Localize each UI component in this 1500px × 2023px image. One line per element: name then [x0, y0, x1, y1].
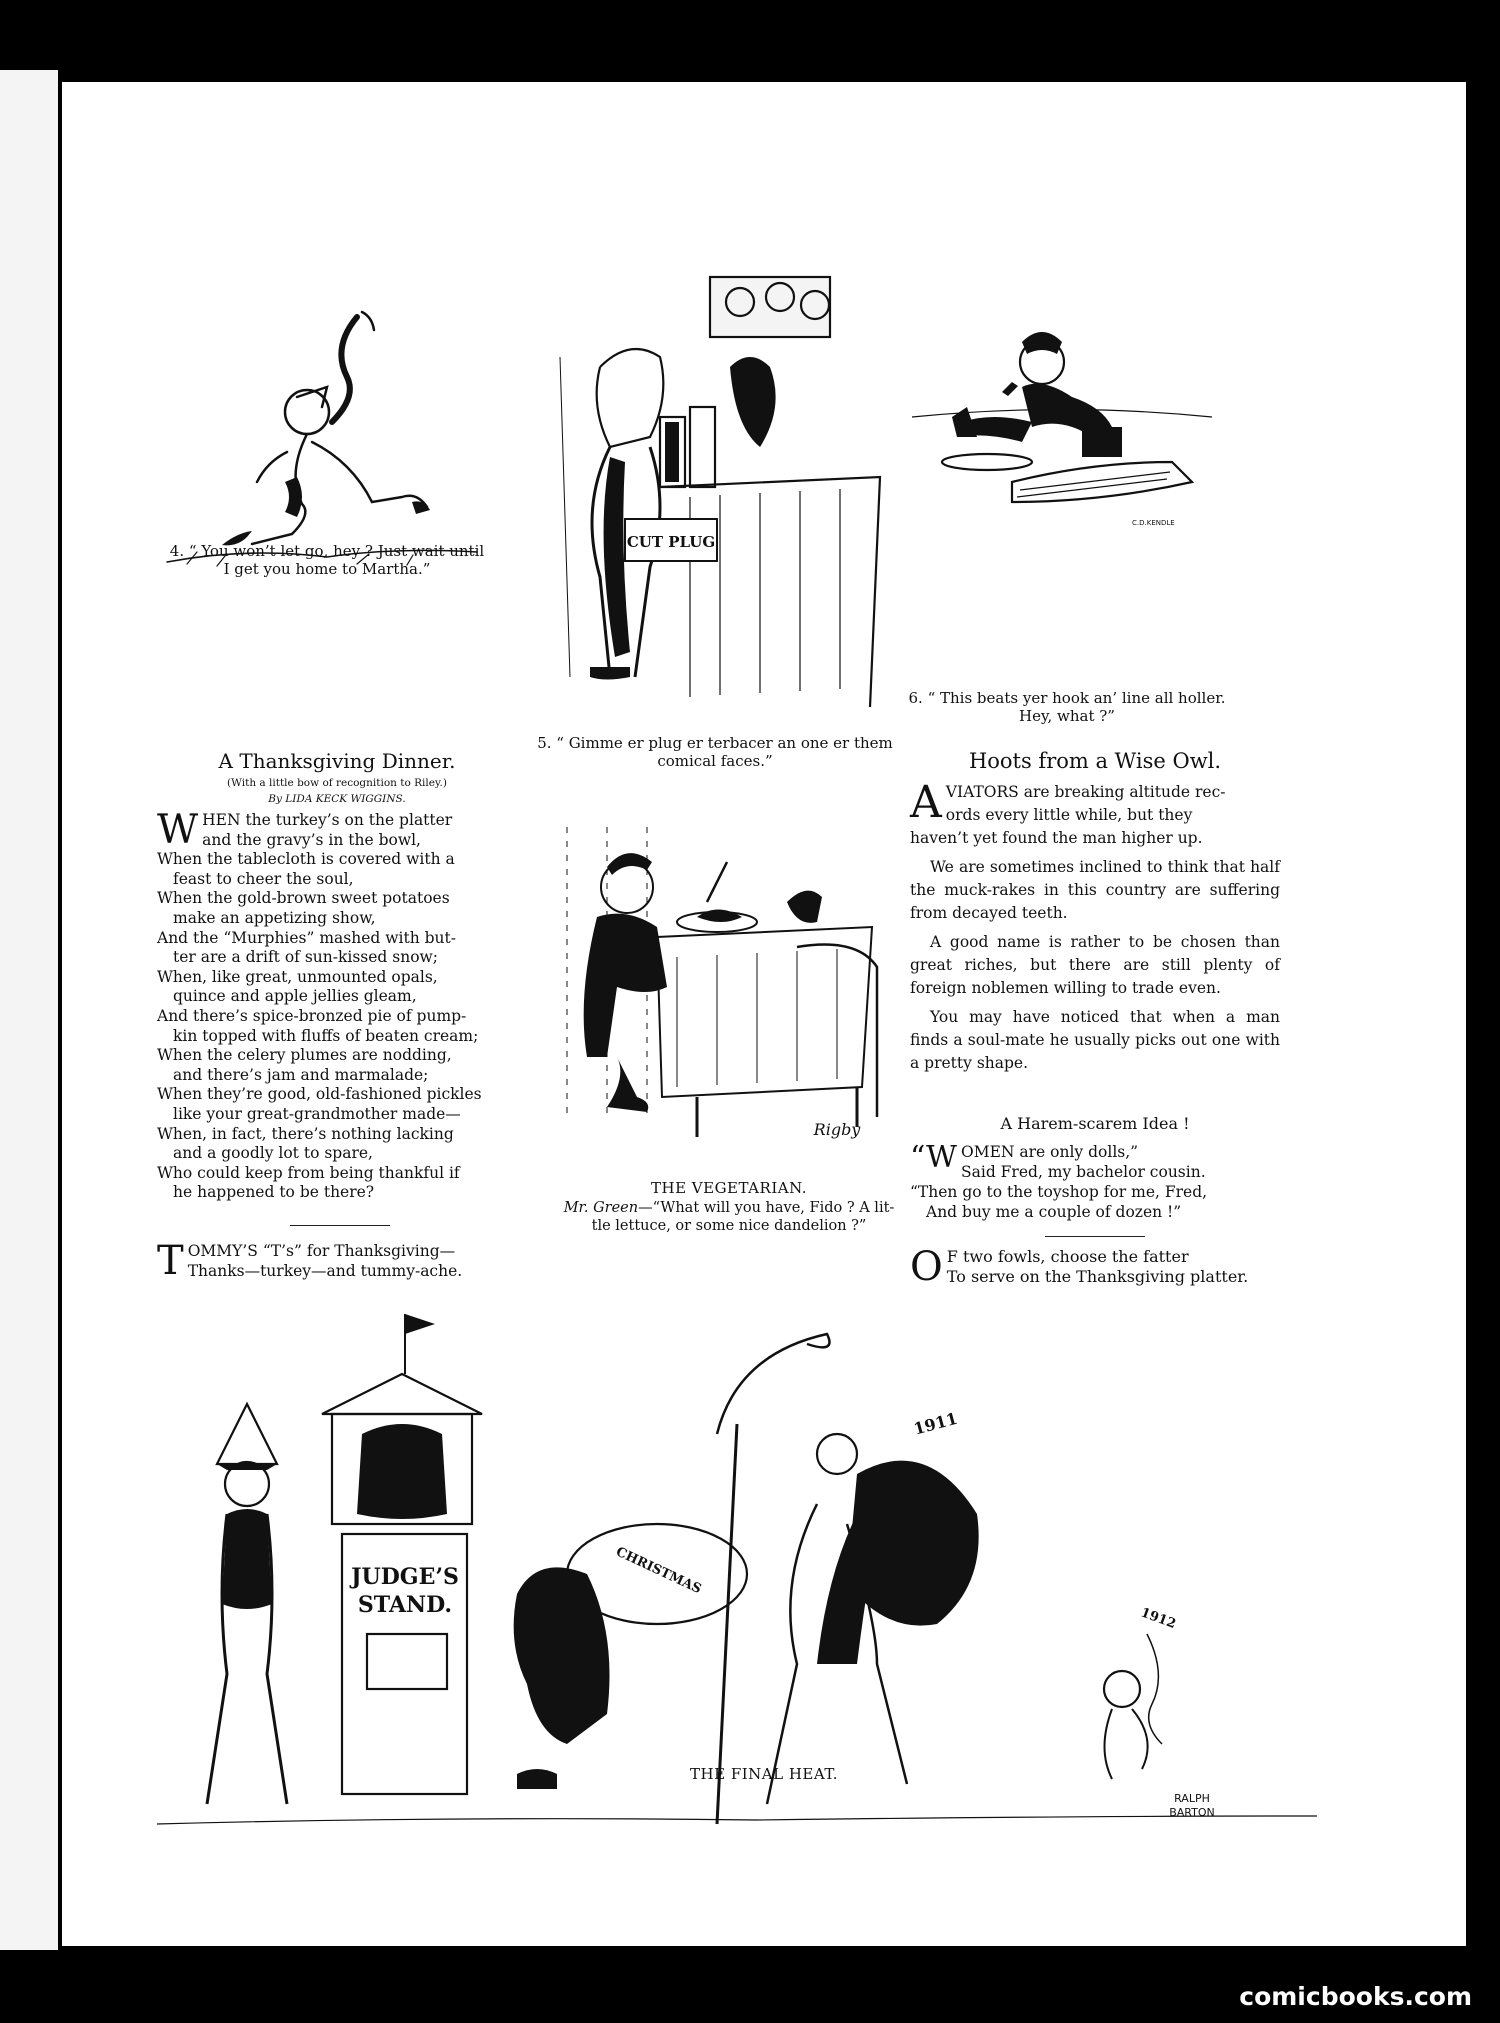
cartoon-6-caption — [902, 689, 1232, 725]
tommy-verse — [157, 1238, 527, 1284]
vegetarian-caption — [544, 1179, 914, 1235]
old-year-banner: 1911 — [911, 1408, 960, 1439]
owl-paragraph: You may have noticed that when a man finds a soul-mate he usually picks out one with a pretty shape. — [910, 1008, 1280, 1072]
poem-line: And the “Murphies” mashed with but- — [157, 928, 456, 947]
poem-line: he happened to be there? — [173, 1183, 375, 1202]
fowls-verse — [910, 1244, 1290, 1290]
cartoon-5-caption — [520, 734, 910, 770]
owl-paragraph: We are sometimes inclined to think that half the muck-rakes in this country are suffering from decayed teeth. — [910, 858, 1280, 922]
owl-line: VIATORS are breaking altitude rec- — [945, 783, 1226, 801]
cartoon-5-illustration — [540, 257, 892, 717]
poem-line: When the celery plumes are nodding, — [157, 1046, 452, 1065]
thanksgiving-dropcap: W — [157, 807, 199, 853]
tommy-line: OMMY’S “T’s” for Thanksgiving— — [187, 1242, 456, 1260]
poem-line: And there’s spice-bronzed pie of pump- — [157, 1006, 467, 1025]
vegetarian-signature: Rigby — [813, 1120, 861, 1139]
owl-title: Hoots from a Wise Owl. — [968, 749, 1222, 773]
poem-line: When they’re good, old-fashioned pickles — [157, 1085, 482, 1104]
owl-line: haven’t yet found the man higher up. — [910, 829, 1203, 847]
thanksgiving-poem — [157, 749, 517, 1203]
thanksgiving-byline: By LIDA KECK WIGGINS. — [268, 793, 406, 805]
cut-plug-sign-text: CUT PLUG — [626, 533, 716, 551]
owl-dropcap: A — [910, 777, 942, 828]
divider — [290, 1225, 390, 1226]
cartoon-4-caption — [157, 542, 497, 578]
poem-line: Who could keep from being thankful if — [157, 1163, 460, 1182]
harem-line: OMEN are only dolls,” — [961, 1143, 1139, 1161]
watermark: comicbooks.com — [1239, 1982, 1472, 2011]
harem-verse — [910, 1114, 1280, 1222]
poem-line: make an appetizing show, — [173, 908, 376, 927]
final-heat-caption: THE FINAL HEAT. — [690, 1765, 838, 1783]
vegetarian-line: —“What will you have, Fido ? A lit- — [638, 1200, 895, 1216]
harem-dropcap: “W — [910, 1140, 958, 1175]
harem-title: A Harem-scarem Idea ! — [1000, 1114, 1190, 1133]
harem-line: Said Fred, my bachelor cousin. — [961, 1163, 1206, 1181]
poem-line: like your great-grandmother made— — [173, 1104, 461, 1123]
cartoon-6-caption-line: Hey, what ?” — [1019, 707, 1115, 725]
christmas-sack-label: CHRISTMAS — [613, 1544, 704, 1598]
new-year-banner: 1912 — [1138, 1605, 1178, 1632]
harem-line: “Then go to the toyshop for me, Fred, — [910, 1183, 1208, 1201]
owl-column — [910, 749, 1280, 1081]
fowls-line: To serve on the Thanksgiving platter. — [946, 1267, 1249, 1286]
vegetarian-speaker: Mr. Green — [563, 1200, 639, 1216]
poem-line: kin topped with fluffs of beaten cream; — [173, 1026, 479, 1045]
poem-line: ter are a drift of sun-kissed snow; — [173, 948, 439, 967]
magazine-page — [62, 82, 1466, 1946]
poem-line: HEN the turkey’s on the platter — [202, 811, 453, 829]
cartoon-6-caption-line: 6. “ This beats yer hook an’ line all holler. — [908, 689, 1226, 707]
final-heat-signature: RALPH — [1174, 1792, 1210, 1805]
vegetarian-line: tle lettuce, or some nice dandelion ?” — [591, 1218, 867, 1234]
vegetarian-illustration — [547, 807, 887, 1142]
judges-stand-text: JUDGE’S — [351, 1564, 459, 1590]
cartoon-6-illustration — [902, 322, 1222, 562]
divider — [1045, 1236, 1145, 1237]
final-heat-illustration — [157, 1304, 1337, 1834]
poem-line: When the tablecloth is covered with a — [157, 850, 455, 869]
owl-line: ords every little while, but they — [945, 806, 1193, 824]
adjacent-page-edge — [0, 70, 58, 1950]
fowls-line: F two fowls, choose the fatter — [946, 1247, 1189, 1266]
poem-line: and a goodly lot to spare, — [173, 1144, 373, 1163]
tommy-dropcap: T — [157, 1238, 184, 1284]
owl-paragraph: A good name is rather to be chosen than great riches, but there are still plenty of foreign noblemen willing to trade even. — [910, 933, 1280, 997]
cartoon-4-caption-line: 4. “ You won’t let go, hey ? Just wait until — [169, 542, 485, 560]
cartoon-6-signature: C.D.KENDLE — [1132, 519, 1175, 527]
fowls-dropcap: O — [910, 1244, 943, 1290]
harem-line: And buy me a couple of dozen !” — [926, 1203, 1182, 1221]
poem-line: When, like great, unmounted opals, — [157, 967, 438, 986]
cartoon-4-caption-line: I get you home to Martha.” — [223, 560, 431, 578]
poem-line: When the gold-brown sweet potatoes — [157, 889, 450, 908]
poem-line: quince and apple jellies gleam, — [173, 987, 417, 1006]
cartoon-5-caption-line: comical faces.” — [657, 752, 773, 770]
poem-line: When, in fact, there’s nothing lacking — [157, 1124, 454, 1143]
judges-stand-panel — [367, 1634, 447, 1689]
judges-stand-text: STAND. — [357, 1592, 453, 1618]
vegetarian-title: THE VEGETARIAN. — [650, 1179, 808, 1197]
cartoon-4-illustration — [157, 302, 487, 572]
tommy-line: Thanks—turkey—and tummy-ache. — [187, 1261, 463, 1280]
poem-line: feast to cheer the soul, — [173, 869, 354, 888]
cartoon-5-caption-line: 5. “ Gimme er plug er terbacer an one er them — [537, 734, 893, 752]
thanksgiving-title: A Thanksgiving Dinner. — [218, 749, 456, 773]
poem-line: and the gravy’s in the bowl, — [202, 830, 421, 849]
poem-line: and there’s jam and marmalade; — [173, 1065, 429, 1084]
thanksgiving-subtitle: (With a little bow of recognition to Riley.) — [227, 777, 447, 789]
final-heat-signature: BARTON — [1169, 1806, 1215, 1819]
